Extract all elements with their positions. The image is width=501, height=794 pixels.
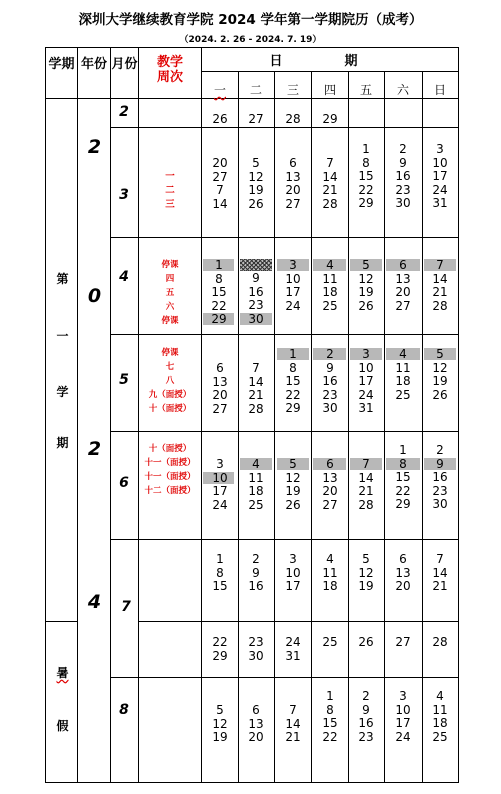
month-label: 4 — [119, 269, 129, 285]
date-cell: 6 13 20 27 — [322, 457, 338, 512]
term-char: 一 — [56, 329, 69, 343]
date-cell: 6 13 20 27 — [212, 361, 228, 416]
date-cell: 5 12 19 26 — [432, 347, 448, 402]
page-title: 深圳大学继续教育学院 2024 学年第一学期院历（成考） — [78, 12, 423, 28]
date-cell: 2 9 16 23 30 — [322, 347, 338, 415]
year-digit: 0 — [87, 285, 102, 307]
date-cell: 27 — [395, 635, 411, 649]
week-label: 停课 — [161, 260, 179, 270]
date-cell: 5 12 19 — [212, 703, 228, 744]
week-label: 二 — [165, 185, 175, 196]
weekday-tue: 二 — [249, 83, 262, 97]
date-cell: 2 9 16 — [248, 552, 264, 593]
date-cell: 1 8 15 22 — [322, 689, 338, 744]
header-date-1: 日 — [269, 54, 283, 69]
header-week: 教学 周次 — [156, 55, 183, 85]
date-cell: 1 8 15 22 29 — [395, 443, 411, 511]
date-cell: 4 11 18 25 — [395, 347, 411, 402]
week-label: 十（面授） — [148, 444, 192, 454]
week-label: 七 — [165, 362, 175, 372]
week-label: 停课 — [161, 316, 179, 326]
weekday-thu: 四 — [323, 83, 336, 97]
week-label: 五 — [165, 288, 175, 298]
date-cell: 5 12 19 — [358, 552, 374, 593]
date-range: （2024. 2. 26 - 2024. 7. 19） — [179, 35, 322, 45]
date-cell: 4 11 18 25 — [322, 258, 338, 313]
date-cell: 7 14 21 28 — [358, 457, 374, 512]
date-cell: 2 9 16 23 30 — [432, 443, 448, 511]
week-label: 停课 — [161, 348, 179, 358]
week-list-may — [139, 346, 201, 416]
month-label: 7 — [121, 599, 131, 615]
term-char: 第 — [56, 272, 69, 286]
date-cell: 24 31 — [285, 635, 301, 663]
date-cell: 26 — [212, 112, 228, 126]
date-cell: 1 8 15 — [212, 552, 228, 593]
header-year: 年份 — [80, 57, 107, 72]
date-cell: 23 30 — [248, 635, 264, 663]
month-label: 3 — [119, 187, 129, 203]
date-cell: 3 10 17 24 31 — [358, 347, 374, 415]
term-char: 学 — [56, 385, 69, 399]
date-cell: 6 13 20 27 — [395, 258, 411, 313]
date-cell: 4 11 18 25 — [248, 457, 264, 512]
year-digit: 2 — [87, 136, 102, 158]
date-cell: 7 14 21 — [285, 703, 301, 744]
week-list-june — [139, 442, 201, 498]
date-cell: 6 13 20 27 — [285, 156, 301, 211]
term-char: 期 — [56, 436, 69, 450]
date-cell: 3 10 17 24 — [395, 689, 411, 744]
date-cell: 9 16 23 30 — [248, 271, 264, 326]
date-cell: 1 8 15 22 29 — [358, 142, 374, 210]
date-cell: 27 — [248, 112, 264, 126]
date-cell: 4 11 18 — [322, 552, 338, 593]
header-term: 学期 — [48, 57, 75, 72]
month-label: 8 — [119, 702, 129, 718]
weekday-mon: 一 — [213, 83, 226, 97]
week-label: 十一（面授） — [144, 472, 196, 482]
date-cell: 7 14 21 28 — [432, 258, 448, 313]
date-cell: 5 12 19 26 — [358, 258, 374, 313]
date-cell: 7 14 21 — [432, 552, 448, 593]
date-cell: 20 27 7 14 — [212, 156, 228, 211]
date-cell: 25 — [322, 635, 338, 649]
header-date-2: 期 — [344, 54, 358, 69]
date-cell: 3 10 17 24 31 — [432, 142, 448, 210]
week-label: 十（面授） — [148, 404, 192, 414]
weekday-wed: 三 — [286, 83, 299, 97]
date-cell: 3 10 17 — [285, 552, 301, 593]
date-cell: 3 10 17 24 — [212, 457, 228, 512]
month-label: 5 — [119, 372, 129, 388]
date-cell: 26 — [358, 635, 374, 649]
date-cell: 6 13 20 — [395, 552, 411, 593]
vacation-char: 假 — [56, 719, 69, 733]
date-cell: 2 9 16 23 30 — [395, 142, 411, 210]
date-cell: 28 — [432, 635, 448, 649]
week-label: 十一（面授） — [144, 458, 196, 468]
date-cell: 22 29 — [212, 635, 228, 663]
weekday-sat: 六 — [396, 83, 409, 97]
weekday-fri: 五 — [359, 83, 372, 97]
date-cell: 6 13 20 — [248, 703, 264, 744]
week-list-march — [139, 170, 201, 212]
week-label: 一 — [165, 171, 175, 182]
date-cell: 1 8 15 22 29 — [211, 258, 227, 326]
date-cell: 5 12 19 26 — [285, 457, 301, 512]
week-label: 四 — [165, 274, 175, 284]
year-digit: 2 — [87, 438, 102, 460]
month-label: 2 — [119, 104, 129, 120]
month-label: 6 — [119, 475, 129, 491]
header-month: 月份 — [111, 57, 138, 72]
week-label: 三 — [165, 199, 175, 210]
date-cell: 3 10 17 24 — [285, 258, 301, 313]
date-cell: 28 — [285, 112, 301, 126]
date-cell: 5 12 19 26 — [248, 156, 264, 211]
date-cell: 2 9 16 23 — [358, 689, 374, 744]
weekday-sun: 日 — [433, 83, 446, 97]
week-label: 九（面授） — [148, 390, 192, 400]
date-cell: 1 8 15 22 29 — [285, 347, 301, 415]
date-cell: 7 14 21 28 — [322, 156, 338, 211]
date-cell: 7 14 21 28 — [248, 361, 264, 416]
week-label: 八 — [165, 376, 175, 386]
date-cell: 29 — [322, 112, 338, 126]
date-cell: 4 11 18 25 — [432, 689, 448, 744]
week-list-april — [139, 258, 201, 328]
vacation-char: 暑 — [56, 666, 69, 680]
week-label: 十二（面授） — [144, 486, 196, 496]
week-label: 六 — [165, 302, 175, 312]
year-digit: 4 — [87, 591, 102, 613]
hatch-marker — [240, 259, 272, 271]
